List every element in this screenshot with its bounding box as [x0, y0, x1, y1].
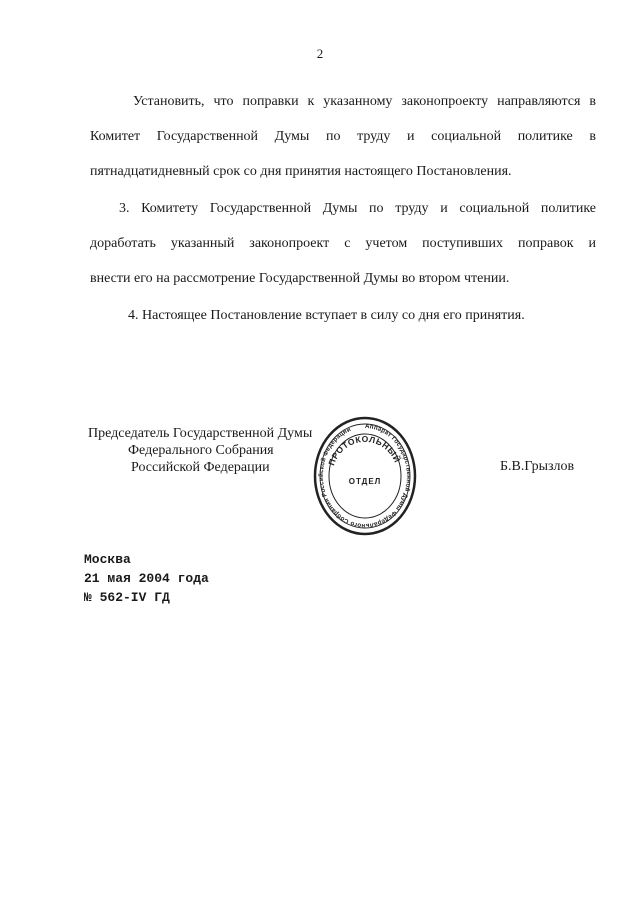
paragraph-line: доработать указанный законопроект с учетом поступивших поправок и: [90, 236, 596, 251]
paragraph-line: внести его на рассмотрение Государственной Думы во втором чтении.: [90, 271, 510, 286]
stamp-inner-text: ПРОТОКОЛЬНЫЙ: [326, 433, 403, 467]
signatory-title-line: Председатель Государственной Думы: [88, 426, 313, 441]
place-date-number: [84, 550, 209, 607]
document-city: Москва: [84, 552, 131, 567]
page-number: 2: [316, 46, 324, 61]
paragraph-line: 3. Комитету Государственной Думы по труду и социальной политике: [119, 201, 596, 216]
document-number: № 562-IV ГД: [84, 590, 170, 605]
paragraph-line: пятнадцатидневный срок со дня принятия настоящего Постановления.: [90, 164, 512, 179]
paragraph-line: Комитет Государственной Думы по труду и социальной политике в: [90, 129, 596, 144]
paragraph-4-effective-date: [90, 298, 596, 333]
paragraph-3-committee-task: [90, 191, 596, 296]
signatory-title-line: Федерального Собрания: [128, 443, 274, 458]
paragraph-line: Установить, что поправки к указанному законопроекту направляются в: [133, 94, 596, 109]
official-seal-stamp: [312, 408, 418, 544]
signatory-name: Б.В.Грызлов: [500, 459, 575, 474]
paragraph-amendments-deadline: [90, 84, 596, 189]
signatory-title: [88, 425, 312, 476]
paragraph-line: 4. Настоящее Постановление вступает в силу со дня его принятия.: [128, 308, 525, 323]
document-body: [90, 84, 596, 333]
document-date: 21 мая 2004 года: [84, 571, 209, 586]
signatory-title-line: Российской Федерации: [131, 460, 270, 475]
stamp-center-text: ОТДЕЛ: [348, 477, 382, 486]
stamp-outer-text: Аппарат Государственной Думы Федерального Собрания Российской Федерации: [317, 422, 412, 530]
